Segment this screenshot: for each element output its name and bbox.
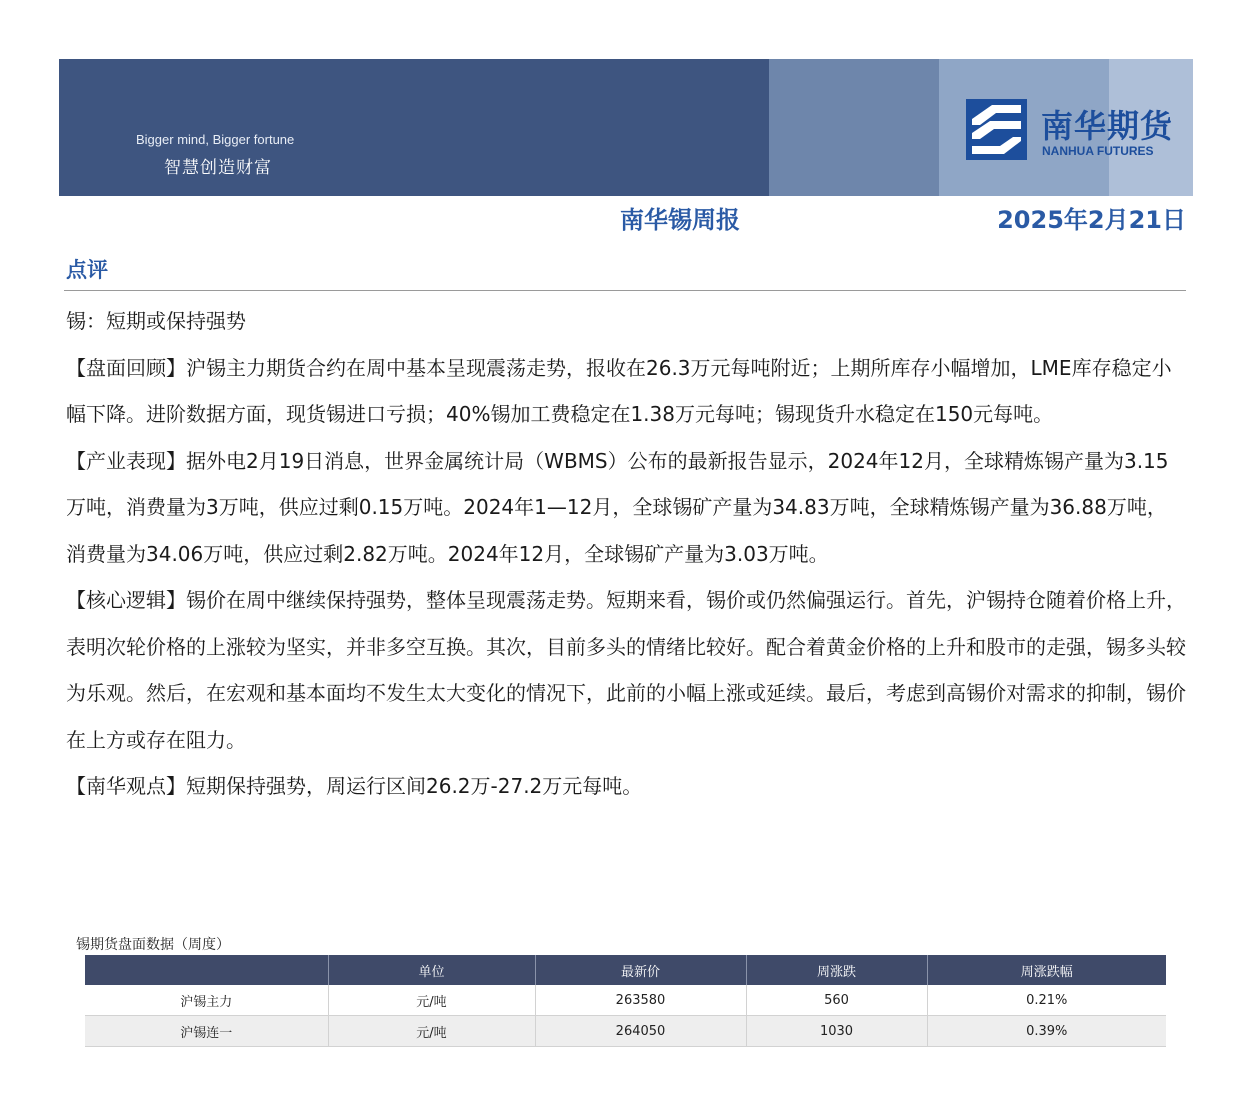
section-heading: 点评 — [66, 258, 108, 282]
commentary-subtitle: 锡：短期或保持强势 — [66, 309, 246, 333]
section-divider — [64, 290, 1186, 291]
slogan-chinese: 智慧创造财富 — [164, 158, 272, 178]
header-banner — [59, 59, 1193, 196]
table-cell: 263580 — [535, 985, 746, 1016]
table-cell: 0.39% — [927, 1016, 1166, 1047]
table-header-cell: 最新价 — [535, 955, 746, 985]
table-cell: 560 — [746, 985, 927, 1016]
table-row — [85, 985, 1166, 1016]
table-header-cell: 单位 — [328, 955, 535, 985]
table-cell: 沪锡连一 — [85, 1016, 328, 1047]
paragraph-view: 【南华观点】短期保持强势，周运行区间26.2万-27.2万元每吨。 — [66, 774, 643, 798]
table-cell: 264050 — [535, 1016, 746, 1047]
company-logo-text: 南华期货 — [1041, 107, 1174, 145]
futures-data-table — [85, 955, 1166, 1047]
slogan-english: Bigger mind, Bigger fortune — [136, 132, 295, 147]
nanhua-logo-icon — [966, 99, 1027, 160]
report-date: 2025年2月21日 — [997, 206, 1186, 234]
report-title: 南华锡周报 — [620, 206, 740, 234]
table-cell: 沪锡主力 — [85, 985, 328, 1016]
table-cell: 0.21% — [927, 985, 1166, 1016]
table-header-cell: 周涨跌幅 — [927, 955, 1166, 985]
commentary-body — [66, 298, 1186, 810]
table-cell: 元/吨 — [328, 1016, 535, 1047]
paragraph-core-logic: 【核心逻辑】锡价在周中继续保持强势，整体呈现震荡走势。短期来看，锡价或仍然偏强运行。首先，沪锡持仓随着价格上升，表明次轮价格的上涨较为坚实，并非多空互换。其次，目前多头的情绪比较好。配合着黄金价格的上升和股市的走强，锡多头较为乐观。然后，在宏观和基本面均不发生太大变化的情况下，此前的小幅上涨或延续。最后，考虑到高锡价对需求的抑制，锡价在上方或存在阻力。 — [66, 588, 1186, 752]
table-row — [85, 1016, 1166, 1047]
company-logo-english: NANHUA FUTURES — [1042, 144, 1154, 158]
table-header-cell: 周涨跌 — [746, 955, 927, 985]
table-cell: 1030 — [746, 1016, 927, 1047]
table-caption: 锡期货盘面数据（周度） — [76, 937, 230, 953]
banner-band — [769, 59, 939, 196]
table-header-row — [85, 955, 1166, 985]
paragraph-market-review: 【盘面回顾】沪锡主力期货合约在周中基本呈现震荡走势，报收在26.3万元每吨附近；上期所库存小幅增加，LME库存稳定小幅下降。进阶数据方面，现货锡进口亏损；40%锡加工费稳定在1.38万元每吨；锡现货升水稳定在150元每吨。 — [66, 355, 1172, 426]
table-header-cell — [85, 955, 328, 985]
paragraph-industry: 【产业表现】据外电2月19日消息，世界金属统计局（WBMS）公布的最新报告显示，2024年12月，全球精炼锡产量为3.15万吨，消费量为3万吨，供应过剩0.15万吨。2024年1—12月，全球锡矿产量为34.83万吨，全球精炼锡产量为36.88万吨，消费量为34.06万吨，供应过剩2.82万吨。2024年12月，全球锡矿产量为3.03万吨。 — [66, 448, 1169, 566]
table-cell: 元/吨 — [328, 985, 535, 1016]
